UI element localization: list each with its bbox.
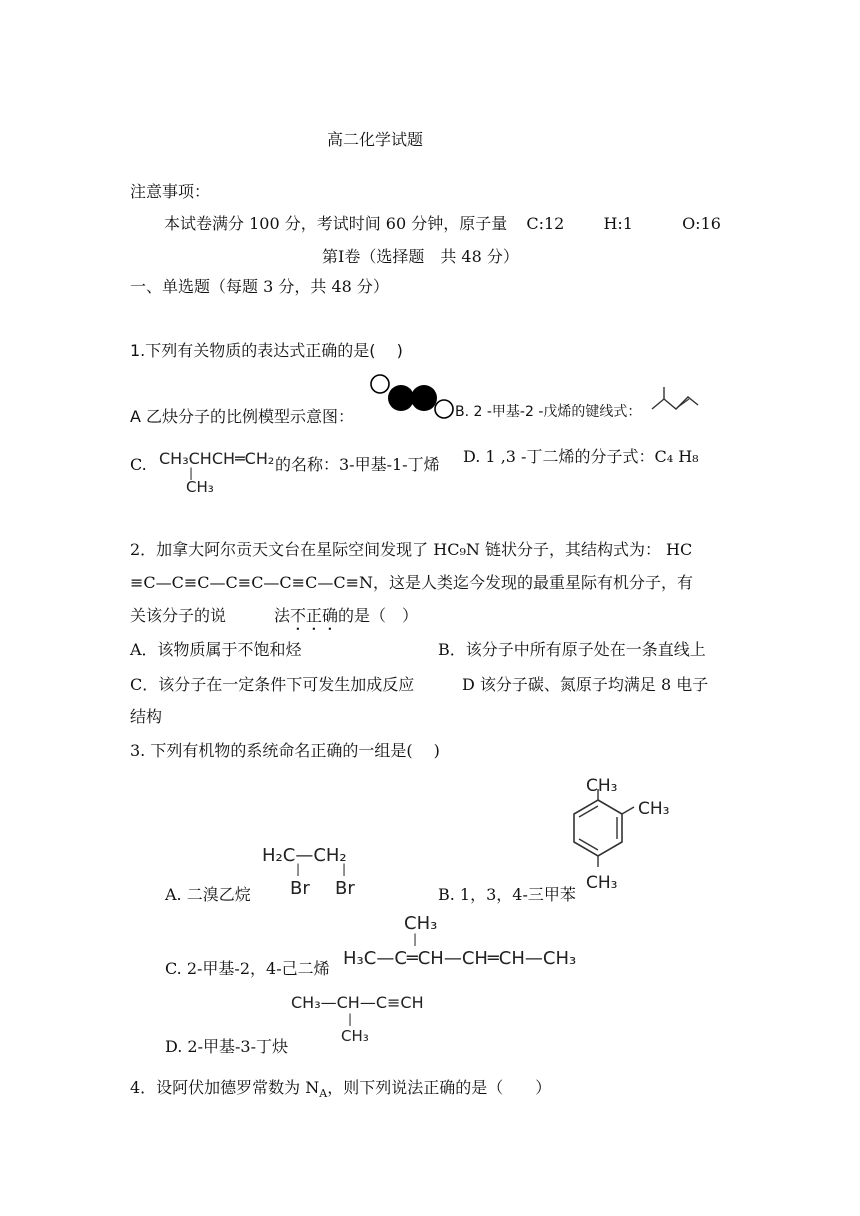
q4-stem	[130, 1078, 551, 1104]
bond-line-figure	[650, 385, 700, 415]
acetylene-model-figure	[368, 372, 456, 416]
q4-stem-text: 4．设阿伏加德罗常数为 N	[130, 1078, 320, 1097]
q2-option-d-cont: 结构	[130, 707, 163, 726]
q3-stem: 3. 下列有机物的系统命名正确的一组是( )	[130, 741, 440, 760]
q1-c-formula-bond: |	[189, 466, 194, 480]
q2-emphasis: 不正确	[290, 606, 339, 625]
q1-option-b: B. 2 -甲基-2 -戊烯的键线式：	[455, 404, 642, 420]
q1-option-d: D. 1 ,3 -丁二烯的分子式：C₄ H₈	[463, 447, 699, 466]
q3-d-structure-branch: CH₃	[341, 1027, 369, 1045]
q2-option-a: A．该物质属于不饱和烃	[130, 640, 302, 659]
q3-c-bond: |	[413, 932, 418, 946]
atomic-mass-h: H:1	[603, 214, 633, 233]
atomic-mass-o: O:16	[682, 214, 721, 233]
q3-c-structure-main: H₃C—C═CH—CH═CH—CH₃	[343, 948, 577, 969]
q3-b-methyl-right: CH₃	[638, 799, 670, 819]
q3-a-bond-left: |	[296, 862, 301, 876]
q3-c-methyl: CH₃	[404, 913, 438, 934]
page-title: 高二化学试题	[327, 130, 424, 149]
q4-stem-end: ，则下列说法正确的是（ ）	[327, 1078, 552, 1097]
q2-option-c: C．该分子在一定条件下可发生加成反应	[130, 675, 415, 694]
q2-line-3-b: 法	[274, 606, 291, 625]
q3-a-bond-right: |	[342, 862, 347, 876]
notice-text: 本试卷满分 100 分，考试时间 60 分钟，原子量	[164, 214, 508, 233]
q2-line-1: 2．加拿大阿尔贡天文台在星际空间发现了 HC₉N 链状分子，其结构式为： HC	[130, 540, 693, 559]
q2-option-d: D 该分子碳、氮原子均满足 8 电子	[462, 675, 709, 694]
q3-d-structure-main: CH₃—CH—C≡CH	[291, 993, 424, 1012]
q2-line-3-d: 的是（ ）	[338, 606, 419, 625]
q3-b-methyl-bottom: CH₃	[586, 873, 618, 893]
section-title: 一、单选题（每题 3 分，共 48 分）	[130, 277, 389, 296]
q1-c-formula-branch: CH₃	[186, 478, 214, 496]
q1-option-a: A 乙炔分子的比例模型示意图：	[130, 407, 355, 426]
q3-a-br-right: Br	[335, 878, 355, 899]
q1-c-formula-main: CH₃CHCH═CH₂	[159, 449, 275, 468]
q3-option-d: D. 2-甲基-3-丁炔	[165, 1037, 289, 1056]
notice-line	[164, 214, 721, 234]
q3-a-br-left: Br	[290, 878, 310, 899]
q2-line-2: ≡C—C≡C—C≡C—C≡C—C≡N，这是人类迄今发现的最重星际有机分子，有	[130, 573, 693, 592]
notice-label: 注意事项：	[130, 182, 211, 201]
q2-line-3-a: 关该分子的说	[130, 606, 227, 625]
q3-option-b: B. 1，3，4-三甲苯	[438, 885, 576, 904]
q4-stem-sub: A	[319, 1087, 328, 1101]
q3-a-structure-top: H₂C—CH₂	[262, 845, 347, 866]
q2-option-b: B．该分子中所有原子处在一条直线上	[438, 640, 706, 659]
q1-stem: 1.下列有关物质的表达式正确的是( )	[130, 341, 403, 360]
atomic-mass-c: C:12	[526, 214, 565, 233]
q3-d-bond: |	[348, 1012, 353, 1026]
q1-option-c-prefix: C.	[130, 455, 147, 474]
q3-b-methyl-top: CH₃	[586, 776, 618, 796]
q3-option-a: A. 二溴乙烷	[165, 885, 251, 904]
q2-line-3	[130, 606, 418, 634]
q1-option-c-suffix: 的名称：3-甲基-1-丁烯	[275, 455, 440, 474]
q3-option-c: C. 2-甲基-2，4-己二烯	[165, 959, 330, 978]
volume-title: 第Ⅰ卷（选择题 共 48 分）	[322, 247, 519, 266]
